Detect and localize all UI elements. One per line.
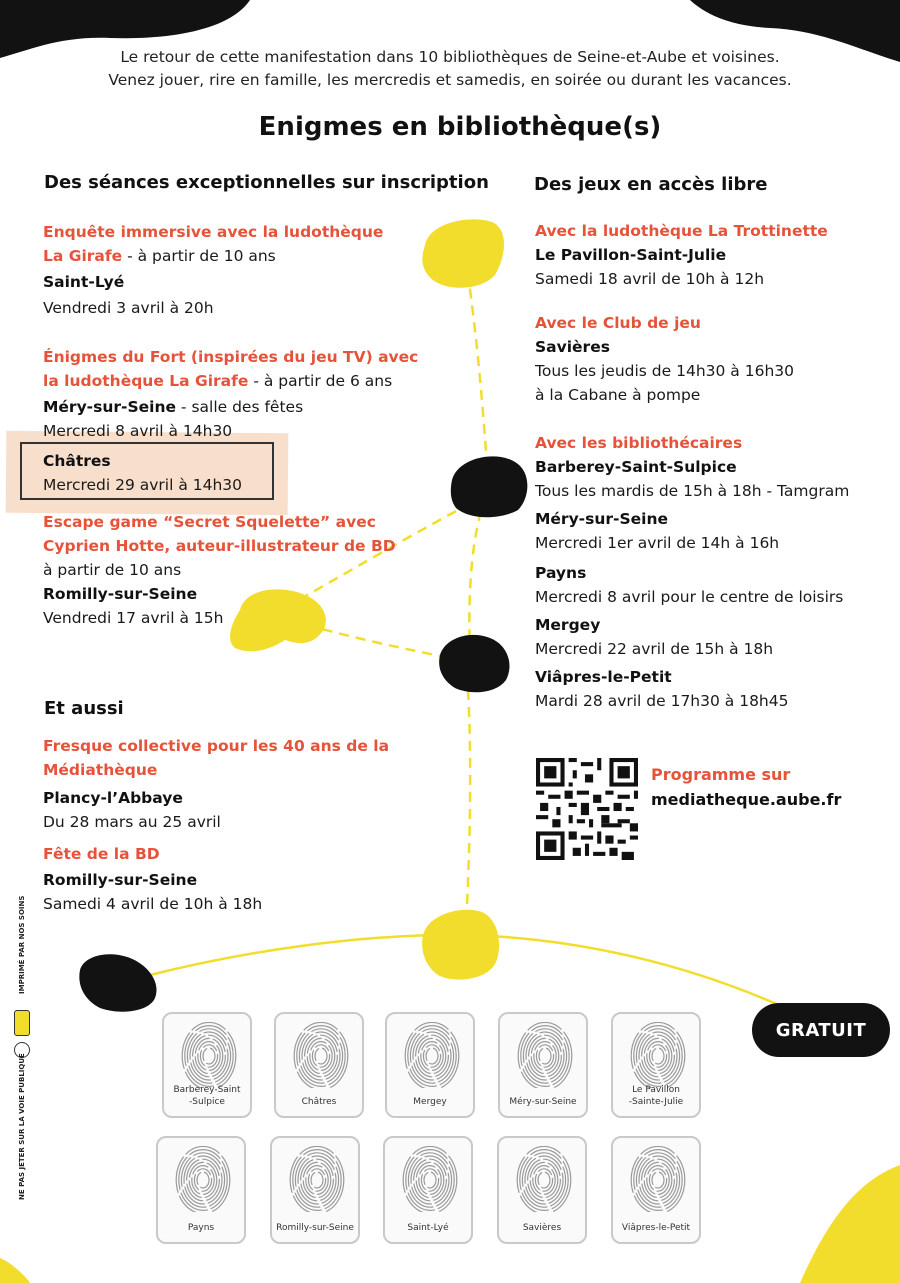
- intro-line-1: Le retour de cette manifestation dans 10 bibliothèques de Seine-et-Aube et voisines.: [120, 48, 780, 66]
- fingerprint-label: Châtres: [301, 1097, 337, 1107]
- event-age: à partir de 10 ans: [43, 561, 182, 579]
- fingerprint-icon: [289, 1146, 345, 1212]
- fingerprint-icon: [517, 1022, 573, 1088]
- entry-date: Mercredi 8 avril pour le centre de loisirs: [535, 588, 844, 606]
- side-jeter-text: NE PAS JETER SUR LA VOIE PUBLIQUE: [18, 1053, 26, 1200]
- fingerprint-label: Romilly-sur-Seine: [276, 1223, 354, 1233]
- fingerprint-card: [498, 1012, 588, 1118]
- entry-place: Barberey-Saint-Sulpice: [535, 458, 737, 476]
- intro-line-2: Venez jouer, rire en famille, les mercredis et samedis, en soirée ou durant les vacances.: [108, 71, 792, 89]
- fingerprint-label: Saint-Lyé: [407, 1223, 449, 1233]
- event-title-line1: Escape game “Secret Squelette” avec: [43, 513, 376, 531]
- event-place: Plancy-l’Abbaye: [43, 789, 183, 807]
- group-club-de-jeu: [535, 311, 794, 407]
- event-age: - à partir de 10 ans: [122, 247, 276, 265]
- event-title-line2: Médiathèque: [43, 761, 158, 779]
- group-date-2: à la Cabane à pompe: [535, 386, 701, 404]
- intro-text: [0, 46, 900, 92]
- entry-date: Mercredi 1er avril de 14h à 16h: [535, 534, 780, 552]
- fingerprint-card: [270, 1136, 360, 1244]
- event-title: Fête de la BD: [43, 845, 160, 863]
- entry-date: Mercredi 22 avril de 15h à 18h: [535, 640, 774, 658]
- event-place: Saint-Lyé: [43, 273, 125, 291]
- entry-place: Méry-sur-Seine: [535, 510, 668, 528]
- entry-date: Tous les mardis de 15h à 18h - Tamgram: [535, 482, 850, 500]
- event-title-line2: La Girafe: [43, 247, 123, 265]
- event-date: Mercredi 8 avril à 14h30: [43, 422, 233, 440]
- page-title: Enigmes en bibliothèque(s): [258, 112, 662, 142]
- fingerprint-card: [385, 1012, 475, 1118]
- group-title: Avec le Club de jeu: [535, 314, 701, 332]
- fingerprint-icon: [404, 1022, 460, 1088]
- gratuit-badge: GRATUIT: [752, 1003, 890, 1057]
- fingerprint-icon: [402, 1146, 458, 1212]
- fingerprint-label: Savières: [522, 1223, 562, 1233]
- black-blob-3: [79, 954, 156, 1012]
- event-title-line1: Énigmes du Fort (inspirées du jeu TV) avec: [43, 348, 419, 366]
- event-date: Du 28 mars au 25 avril: [43, 813, 221, 831]
- fingerprint-icon: [630, 1022, 686, 1088]
- fingerprint-card: [611, 1012, 701, 1118]
- event-place: Romilly-sur-Seine: [43, 585, 198, 603]
- fingerprint-label: Le Pavillon -Sainte-Julie: [628, 1085, 684, 1107]
- entry-place: Viâpres-le-Petit: [535, 668, 672, 686]
- group-place: Savières: [535, 338, 610, 356]
- fingerprint-card: [156, 1136, 246, 1244]
- recycle-logo-icon: [14, 1010, 30, 1036]
- programme-label: [651, 762, 841, 812]
- event-saint-lye: [43, 220, 383, 320]
- left-column-heading: Des séances exceptionnelles sur inscription: [44, 172, 489, 193]
- event-place: Méry-sur-Seine: [43, 398, 176, 416]
- yellow-blob-1: [422, 219, 504, 287]
- event-fresque: [43, 734, 389, 834]
- event-place-2: Châtres: [43, 452, 111, 470]
- entry-place: Mergey: [535, 616, 601, 634]
- event-title-line2: Cyprien Hotte, auteur-illustrateur de BD: [43, 537, 396, 555]
- event-date: Samedi 4 avril de 10h à 18h: [43, 895, 263, 913]
- group-title: Avec les bibliothécaires: [535, 434, 743, 452]
- black-blob-2: [439, 635, 509, 692]
- event-title-line2: la ludothèque La Girafe: [43, 372, 249, 390]
- fingerprint-label: Viâpres-le-Petit: [621, 1223, 691, 1233]
- fingerprint-icon: [175, 1146, 231, 1212]
- fingerprint-icon: [293, 1022, 349, 1088]
- event-place: Romilly-sur-Seine: [43, 871, 198, 889]
- event-fete-bd: [43, 842, 262, 916]
- fingerprint-icon: [181, 1022, 237, 1088]
- programme-title: Programme sur: [651, 765, 791, 784]
- side-imprime-text: IMPRIMÉ PAR NOS SOINS: [18, 895, 26, 994]
- fingerprint-label: Payns: [187, 1223, 215, 1233]
- bottom-left-yellow: [0, 1258, 30, 1283]
- event-fort: [43, 345, 418, 497]
- yellow-blob-3: [422, 910, 499, 980]
- entry-place: Payns: [535, 564, 587, 582]
- event-date-2: Mercredi 29 avril à 14h30: [43, 476, 243, 494]
- group-date: Tous les jeudis de 14h30 à 16h30: [535, 362, 794, 380]
- fingerprint-card: [497, 1136, 587, 1244]
- event-place-extra: - salle des fêtes: [176, 398, 304, 416]
- group-place: Le Pavillon-Saint-Julie: [535, 246, 727, 264]
- event-date: Vendredi 3 avril à 20h: [43, 299, 214, 317]
- fingerprint-card: [274, 1012, 364, 1118]
- fingerprint-label: Barberey-Saint -Sulpice: [173, 1085, 241, 1107]
- qr-code-icon[interactable]: [536, 758, 638, 860]
- fingerprint-label: Mergey: [413, 1097, 447, 1107]
- entry-date: Mardi 28 avril de 17h30 à 18h45: [535, 692, 789, 710]
- black-blob-1: [451, 456, 528, 517]
- programme-url[interactable]: mediatheque.aube.fr: [651, 790, 842, 809]
- event-age: - à partir de 6 ans: [248, 372, 393, 390]
- event-escape-game: [43, 510, 396, 630]
- fingerprint-label: Méry-sur-Seine: [509, 1097, 577, 1107]
- group-date: Samedi 18 avril de 10h à 12h: [535, 270, 765, 288]
- bottom-right-yellow: [800, 1165, 900, 1283]
- fingerprint-icon: [630, 1146, 686, 1212]
- fingerprint-icon: [516, 1146, 572, 1212]
- right-column-heading: Des jeux en accès libre: [534, 174, 768, 195]
- fingerprint-card: [383, 1136, 473, 1244]
- group-trottinette: [535, 219, 828, 291]
- event-date: Vendredi 17 avril à 15h: [43, 609, 224, 627]
- group-title: Avec la ludothèque La Trottinette: [535, 222, 828, 240]
- group-bibliothecaires: [535, 431, 849, 713]
- event-title-line1: Enquête immersive avec la ludothèque: [43, 223, 384, 241]
- fingerprint-card: [611, 1136, 701, 1244]
- fingerprint-card: [162, 1012, 252, 1118]
- event-title-line1: Fresque collective pour les 40 ans de la: [43, 737, 390, 755]
- also-heading: Et aussi: [44, 698, 124, 719]
